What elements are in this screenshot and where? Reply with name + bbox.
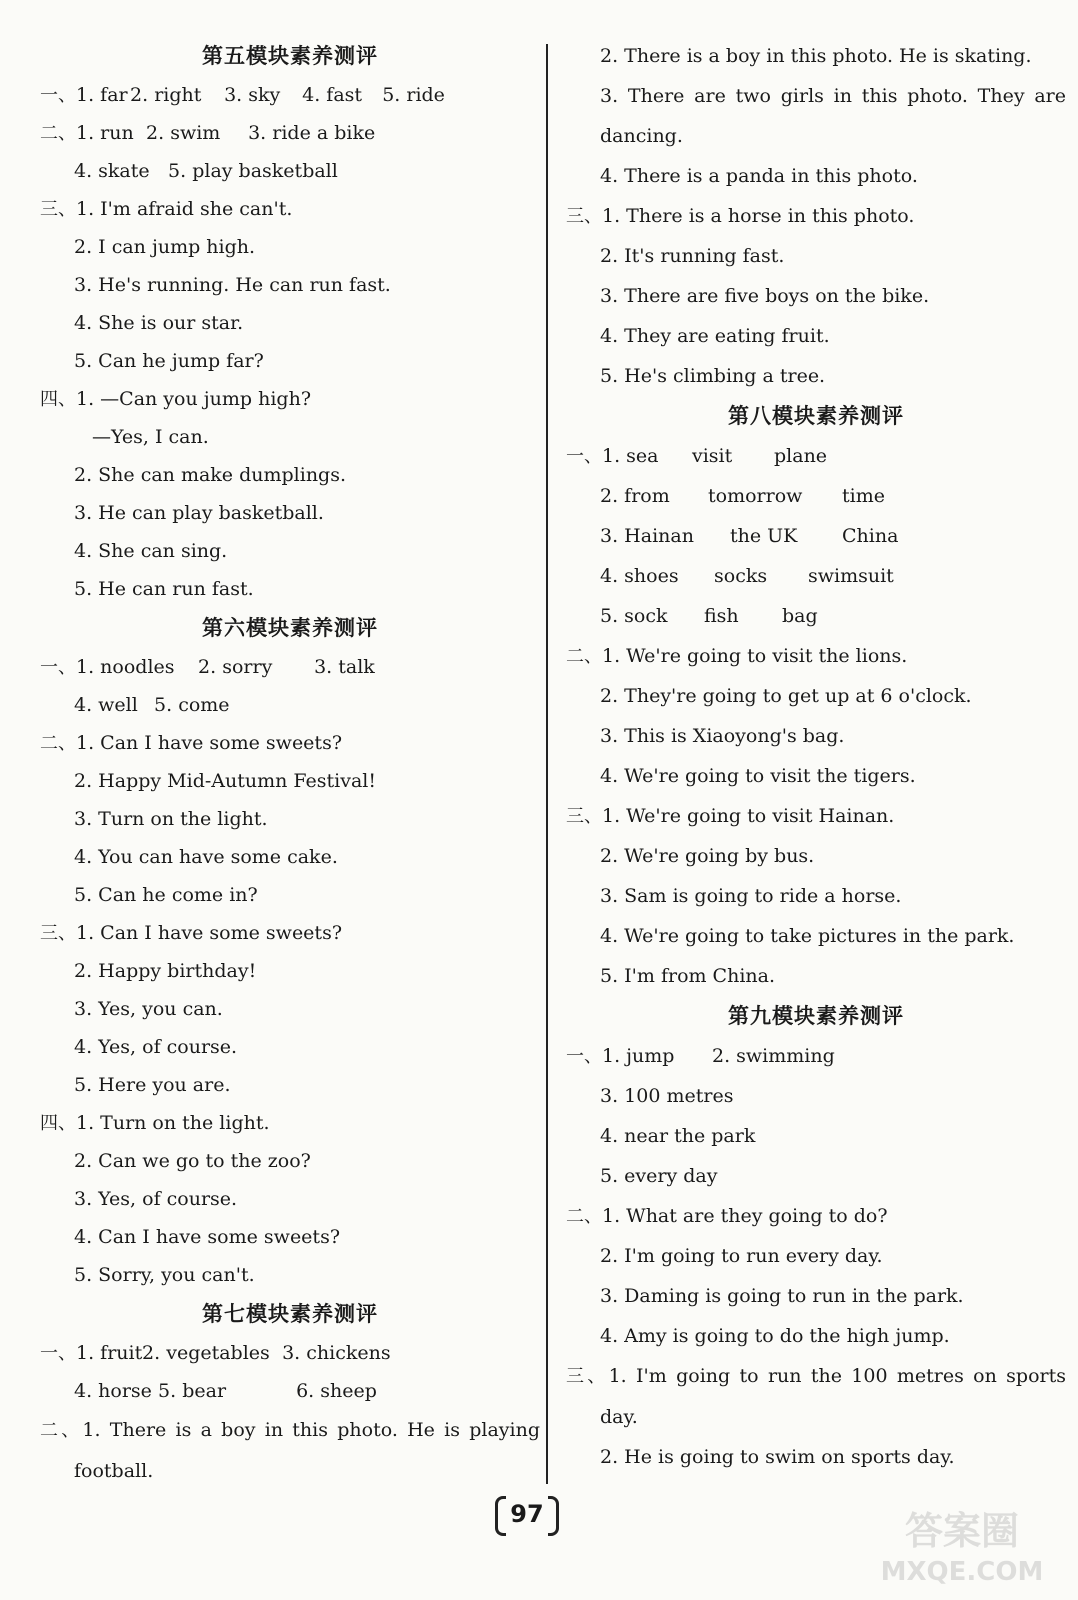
answer-line: 2. I'm going to run every day. [600, 1245, 883, 1267]
answer-line: 3. Sam is going to ride a horse. [600, 885, 902, 907]
left-column [40, 36, 540, 1491]
answer-line: 3. This is Xiaoyong's bag. [600, 725, 845, 747]
answer-line: 5. He can run fast. [74, 578, 254, 600]
answer-line: 2. Happy birthday! [74, 960, 257, 982]
answer-line: 四、1. Turn on the light. [40, 1112, 270, 1134]
section-title: 第九模块素养测评 [728, 1004, 904, 1028]
answer-line: 一、1. jump 2. swimming [566, 1045, 835, 1067]
answer-line: 3. 100 metres [600, 1085, 734, 1107]
answer-line: 四、1. —Can you jump high? [40, 388, 312, 410]
answer-line: 3. There are five boys on the bike. [600, 285, 930, 307]
answer-line: 4. You can have some cake. [74, 846, 338, 868]
answer-line: 2. It's running fast. [600, 245, 785, 267]
answer-line: 3. He can play basketball. [74, 502, 324, 524]
answer-line: 5. He's climbing a tree. [600, 365, 826, 387]
answer-line: 三、1. I'm going to run the 100 metres on sports day. [566, 1365, 1067, 1428]
answer-line: 4. There is a panda in this photo. [600, 165, 918, 187]
answer-line: 2. Happy Mid-Autumn Festival! [74, 770, 377, 792]
answer-line: 3. Hainan the UK China [600, 525, 899, 547]
answer-line: 4. She can sing. [74, 540, 228, 562]
answer-line: 4. shoes socks swimsuit [600, 565, 894, 587]
watermark-text: 答案圈 [904, 1509, 1020, 1553]
answer-line: 2. There is a boy in this photo. He is skating. [600, 45, 1032, 67]
section-title: 第八模块素养测评 [728, 404, 904, 428]
answer-line: 4. They are eating fruit. [600, 325, 830, 347]
answer-line: 5. I'm from China. [600, 965, 776, 987]
answer-line: 二、1. run 2. swim 3. ride a bike [40, 122, 376, 144]
answer-line: 4. skate 5. play basketball [74, 160, 338, 182]
answer-line: 一、1. far 2. right 3. sky 4. fast 5. ride [40, 84, 445, 106]
column-divider [546, 44, 548, 1484]
answer-line: 5. Can he jump far? [74, 350, 264, 372]
bracket-right-icon [548, 1496, 559, 1536]
section-title: 第七模块素养测评 [202, 1302, 378, 1326]
answer-line: 4. She is our star. [74, 312, 244, 334]
answer-line: 二、1. Can I have some sweets? [40, 732, 342, 754]
answer-line: 5. sock fish bag [600, 605, 818, 627]
watermark-url: MXQE.COM [880, 1557, 1044, 1587]
answer-line: 5. Can he come in? [74, 884, 258, 906]
answer-line: 三、1. There is a horse in this photo. [566, 205, 915, 227]
answer-line: 4. horse 5. bear 6. sheep [74, 1380, 377, 1402]
answer-line: 4. Yes, of course. [74, 1036, 238, 1058]
section-title: 第六模块素养测评 [202, 616, 378, 640]
answer-line: 3. He's running. He can run fast. [74, 274, 391, 296]
answer-line: 二、1. What are they going to do? [566, 1205, 888, 1227]
answer-line: 一、1. sea visit plane [566, 445, 828, 467]
answer-line: 2. from tomorrow time [600, 485, 885, 507]
answer-line: 三、1. Can I have some sweets? [40, 922, 342, 944]
page-number: 97 [495, 1492, 559, 1536]
answer-line: 2. Can we go to the zoo? [74, 1150, 311, 1172]
answer-line: 三、1. I'm afraid she can't. [40, 198, 293, 220]
answer-line: 一、1. fruit 2. vegetables 3. chickens [40, 1342, 391, 1364]
answer-line: 2. They're going to get up at 6 o'clock. [600, 685, 972, 707]
answer-line: 3. Yes, of course. [74, 1188, 238, 1210]
answer-line: 二、1. There is a boy in this photo. He is playing football. [40, 1419, 541, 1482]
answer-line: 2. He is going to swim on sports day. [600, 1446, 955, 1468]
answer-line: 2. We're going by bus. [600, 845, 815, 867]
answer-line: 3. Turn on the light. [74, 808, 268, 830]
answer-line: 4. Can I have some sweets? [74, 1226, 340, 1248]
right-column [566, 36, 1066, 1477]
answer-line: 4. Amy is going to do the high jump. [600, 1325, 950, 1347]
answer-line: 3. There are two girls in this photo. They are dancing. [600, 85, 1066, 147]
answer-line: 三、1. We're going to visit Hainan. [566, 805, 895, 827]
answer-line: 5. Here you are. [74, 1074, 231, 1096]
answer-line: 一、1. noodles 2. sorry 3. talk [40, 656, 375, 678]
watermark-logo [862, 1500, 1062, 1590]
answer-line: 二、1. We're going to visit the lions. [566, 645, 908, 667]
answer-line: 4. well 5. come [74, 694, 230, 716]
answer-line: 4. near the park [600, 1125, 756, 1147]
section-title: 第五模块素养测评 [202, 44, 378, 68]
answer-line: 4. We're going to take pictures in the park. [600, 925, 1015, 947]
answer-line: 5. every day [600, 1165, 718, 1187]
bracket-left-icon [495, 1496, 506, 1536]
answer-line: 2. She can make dumplings. [74, 464, 347, 486]
answer-line: 3. Daming is going to run in the park. [600, 1285, 964, 1307]
answer-line: 4. We're going to visit the tigers. [600, 765, 916, 787]
answer-line: —Yes, I can. [92, 426, 209, 448]
answer-line: 5. Sorry, you can't. [74, 1264, 255, 1286]
answer-line: 2. I can jump high. [74, 236, 256, 258]
answer-line: 3. Yes, you can. [74, 998, 223, 1020]
